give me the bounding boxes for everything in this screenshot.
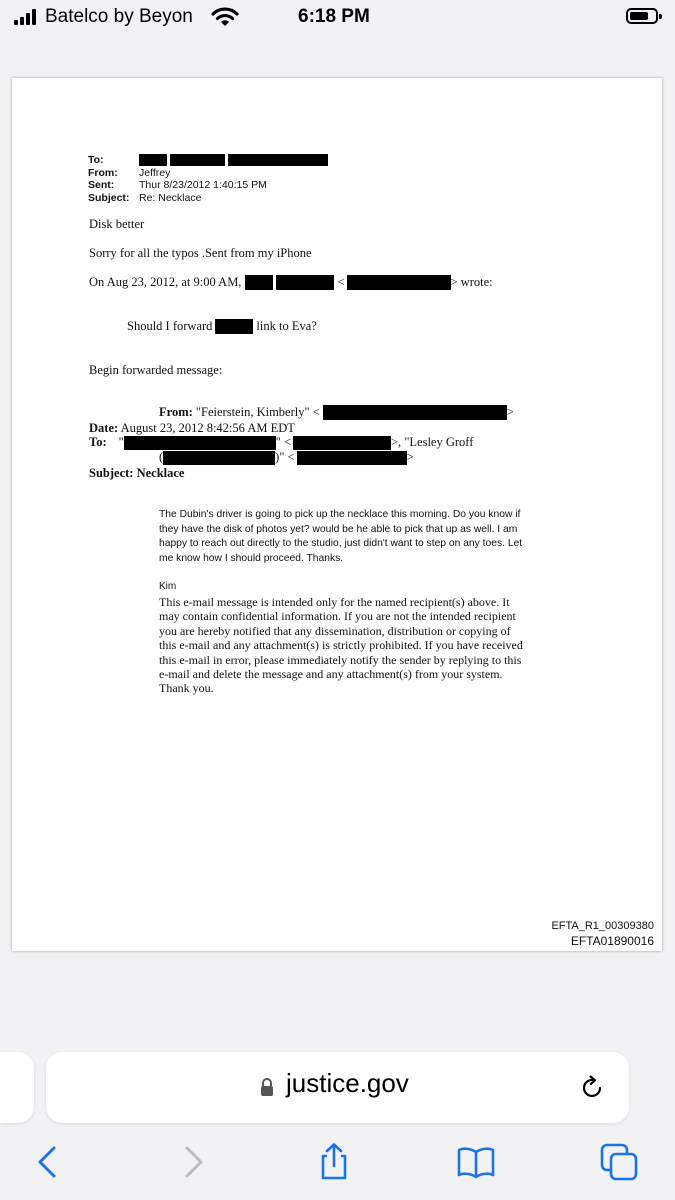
should-forward-b: link to Eva? <box>256 319 317 333</box>
carrier-name: Batelco by Beyon <box>45 6 193 27</box>
redaction <box>124 436 276 450</box>
on-date-text: On Aug 23, 2012, at 9:00 AM, <box>89 275 242 289</box>
header-to <box>88 154 328 167</box>
browser-toolbar <box>0 1124 675 1200</box>
header-sent <box>88 179 328 192</box>
from-value: Jeffrey <box>139 166 171 179</box>
fwd-from-line: From: "Feierstein, Kimberly" < > <box>159 405 514 419</box>
fwd-from-value: "Feierstein, Kimberly" < <box>195 405 320 419</box>
clock: 6:18 PM <box>298 6 370 27</box>
redaction <box>139 154 167 166</box>
battery-icon <box>626 8 658 24</box>
should-forward-line <box>127 319 317 334</box>
sent-label: Sent: <box>88 179 115 191</box>
redaction <box>228 154 328 166</box>
fwd-to-value: " <box>118 435 124 449</box>
fwd-subject-line <box>89 466 184 481</box>
document-page <box>12 78 662 951</box>
previous-tab-preview[interactable] <box>0 1052 34 1123</box>
fwd-to-line-2: ( )" < > <box>159 450 414 464</box>
subject-value: Re: Necklace <box>139 191 202 204</box>
bates-number-1: EFTA_R1_00309380 <box>551 920 654 932</box>
back-icon[interactable] <box>28 1142 68 1182</box>
tabs-icon[interactable] <box>599 1142 639 1182</box>
address-bar[interactable] <box>46 1052 629 1123</box>
begin-forwarded: Begin forwarded message: <box>89 363 223 377</box>
reload-icon[interactable] <box>578 1074 606 1102</box>
forward-icon[interactable] <box>173 1142 213 1182</box>
redaction <box>293 436 391 450</box>
fwd-to-lesley: "Lesley Groff <box>404 435 474 449</box>
fwd-to-label: To: <box>89 435 107 449</box>
message-body: The Dubin's driver is going to pick up the necklace this morning. Do you know if they have the disk of photos yet? would be he able to pick that up as well. I am happy to reach out directly to the studio, just didn't want to step on any toes. Let me know how I should proceed. Thanks. <box>159 509 523 564</box>
fwd-from-label: From: <box>159 405 193 419</box>
wifi-icon <box>211 6 239 28</box>
reply-line-2: Sorry for all the typos .Sent from my iPhone <box>89 246 312 260</box>
to-label: To: <box>88 154 104 166</box>
signal-icon <box>14 9 36 25</box>
reply-line-1: Disk better <box>89 217 145 231</box>
bates-number-2: EFTA01890016 <box>570 934 654 948</box>
header-subject <box>88 192 328 205</box>
header-from <box>88 167 328 180</box>
redaction <box>163 451 275 465</box>
sent-value: Thur 8/23/2012 1:40:15 PM <box>139 179 267 191</box>
redaction <box>297 451 407 465</box>
redaction <box>245 275 273 290</box>
fwd-date-line <box>89 421 295 436</box>
subject-label: Subject: <box>88 191 130 204</box>
redaction <box>170 154 225 166</box>
url-text[interactable]: justice.gov <box>286 1068 409 1098</box>
redaction <box>215 319 253 334</box>
share-icon[interactable] <box>314 1142 354 1182</box>
lock-icon <box>260 1077 274 1097</box>
fwd-subject-value: Necklace <box>136 466 185 480</box>
status-bar <box>0 0 675 34</box>
email-header <box>88 154 328 204</box>
fwd-to-line: To: " " < >, "Lesley Groff <box>89 435 474 449</box>
disclaimer: This e-mail message is intended only for the named recipient(s) above. It may contain confidential information. If you are not the intended recipient you are hereby notified that any dissemination, distribution or copying of this e-mail and any attachment(s) is strictly prohibited. If you have received this e-mail in error, please immediately notify the sender by replying to this e-mail and delete the message and any attachment(s) from your system. Thank you. <box>159 595 523 696</box>
redaction <box>323 405 507 420</box>
signature: Kim <box>159 581 177 592</box>
on-date-line: On Aug 23, 2012, at 9:00 AM, < > wrote: <box>89 275 493 289</box>
fwd-date-value: August 23, 2012 8:42:56 AM EDT <box>120 421 295 435</box>
fwd-subject-label: Subject: <box>89 466 134 480</box>
should-forward-a: Should I forward <box>127 319 213 333</box>
fwd-date-label: Date: <box>89 421 119 435</box>
redaction <box>347 275 451 290</box>
redaction <box>276 275 334 290</box>
bookmarks-icon[interactable] <box>456 1142 496 1182</box>
from-label: From: <box>88 166 118 179</box>
wrote-text: > wrote: <box>450 275 493 289</box>
